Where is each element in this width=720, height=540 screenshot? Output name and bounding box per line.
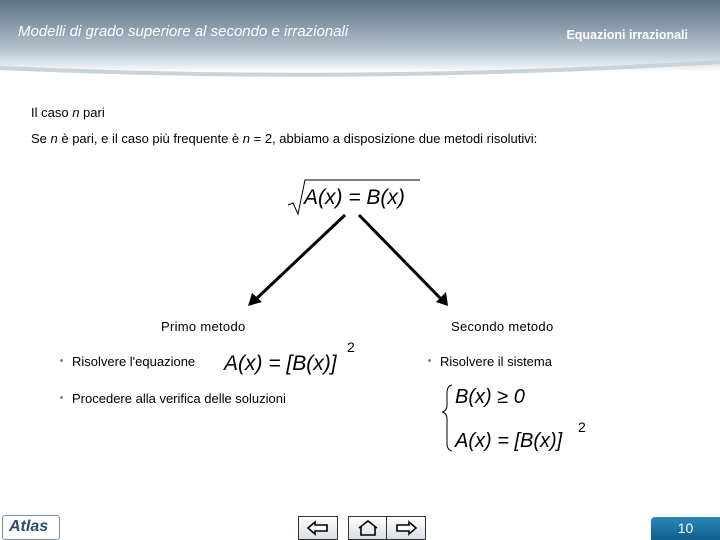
first-method-bullet-1: Risolvere l'equazione [60, 354, 195, 369]
arrow-right-branch [359, 215, 442, 300]
first-method-bullet-2: Procedere alla verifica delle soluzioni [60, 391, 286, 406]
system-condition-1: B(x) ≥ 0 [455, 386, 525, 408]
arrow-left-icon [299, 517, 337, 539]
intro-text: Se n è pari, e il caso più frequente è n = 2, abbiamo a disposizione due metodi risolutivi: [31, 131, 538, 146]
system-brace [442, 385, 452, 451]
second-method-title: Secondo metodo [451, 319, 554, 334]
slide-subtitle: Equazioni irrazionali [566, 28, 688, 42]
next-slide-button[interactable] [386, 516, 426, 540]
arrow-left-branch [255, 215, 345, 300]
arrow-right-icon [387, 517, 425, 539]
section-heading: Il caso n pari [31, 105, 105, 120]
bullet-dot [428, 359, 431, 362]
home-icon [349, 517, 387, 539]
system-exponent: 2 [578, 419, 586, 435]
bullet-dot [60, 396, 63, 399]
main-formula: A(x) = B(x) [304, 186, 405, 209]
second-method-bullet-1: Risolvere il sistema [428, 354, 552, 369]
squared-exponent: 2 [347, 339, 355, 355]
previous-slide-button[interactable] [298, 516, 338, 540]
home-button[interactable] [348, 516, 388, 540]
squared-equation: A(x) = [B(x)] [224, 352, 337, 375]
presentation-title: Modelli di grado superiore al secondo e irrazionali [18, 23, 349, 40]
bullet-dot [60, 359, 63, 362]
page-number-badge: 10 [651, 517, 720, 540]
system-condition-2: A(x) = [B(x)] [455, 430, 563, 452]
atlas-logo[interactable]: Atlas [2, 515, 60, 540]
first-method-title: Primo metodo [161, 319, 246, 334]
